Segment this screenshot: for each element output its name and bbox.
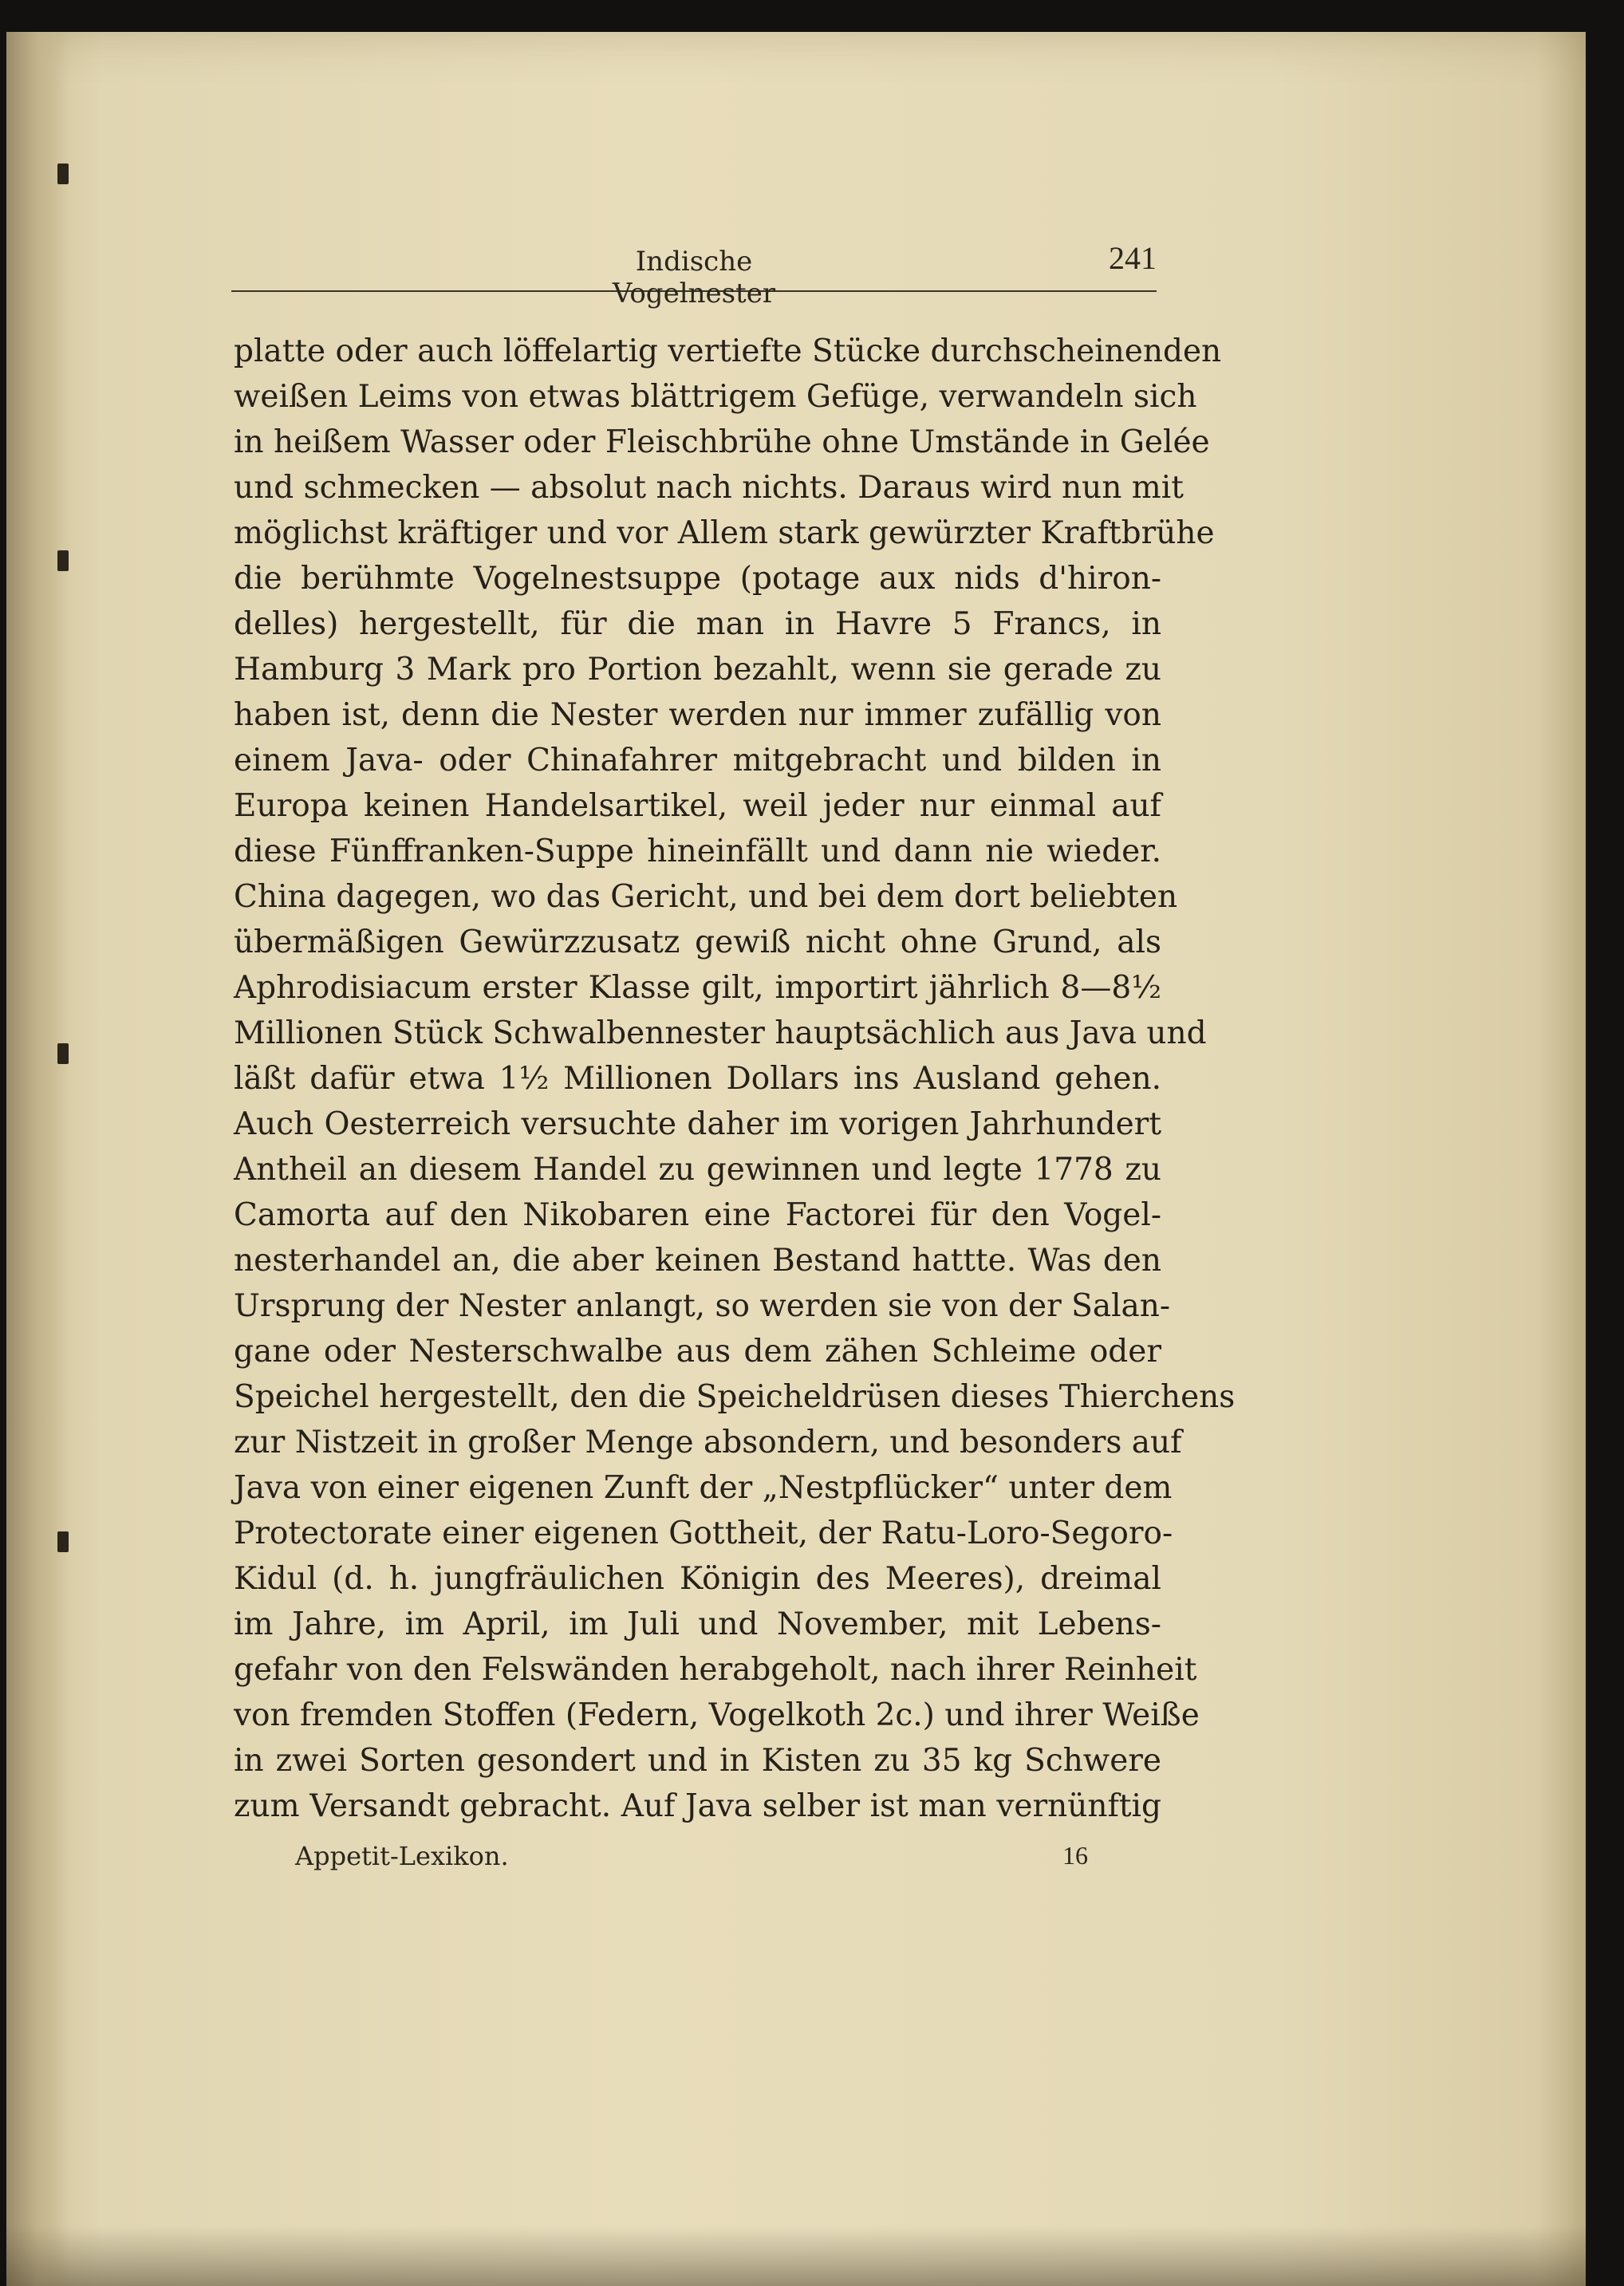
binding-thread-mark [57,1043,69,1064]
running-title: Indische Vogelnester [612,246,776,309]
text-line: Millionen Stück Schwalbennester hauptsächlich aus Java und [234,1015,1207,1051]
text-line: Camorta auf den Nikobaren eine Factorei für den Vogel- [234,1197,1161,1233]
text-line: zum Versandt gebracht. Auf Java selber ist man vernünftig [234,1788,1161,1824]
text-line: von fremden Stoffen (Federn, Vogelkoth 2c.) und ihrer Weiße [234,1697,1200,1733]
text-line: in zwei Sorten gesondert und in Kisten zu 35 kg Schwere [234,1743,1161,1779]
text-line: Protectorate einer eigenen Gottheit, der Ratu-Loro-Segoro- [234,1515,1173,1551]
text-line: Europa keinen Handelsartikel, weil jeder nur einmal auf [234,788,1161,824]
binding-edge [6,32,70,2286]
text-line: einem Java- oder Chinafahrer mitgebracht und bilden in [234,743,1161,778]
text-line: haben ist, denn die Nester werden nur immer zufällig von [234,697,1161,733]
binding-thread-mark [57,1531,69,1552]
text-line: gane oder Nesterschwalbe aus dem zähen Schleime oder [234,1334,1161,1370]
body-text [234,329,1236,1844]
text-line: weißen Leims von etwas blättrigem Gefüge, verwandeln sich [234,379,1197,415]
text-line: zur Nistzeit in großer Menge absondern, und besonders auf [234,1425,1182,1460]
text-line: Hamburg 3 Mark pro Portion bezahlt, wenn sie gerade zu [234,652,1161,688]
page-number: 241 [1109,240,1157,276]
text-line: Java von einer eigenen Zunft der „Nestpflücker“ unter dem [234,1470,1173,1506]
page-bottom-shadow [6,2225,1586,2286]
text-line: läßt dafür etwa 1½ Millionen Dollars ins Ausland gehen. [234,1061,1161,1097]
text-line: übermäßigen Gewürzzusatz gewiß nicht ohne Grund, als [234,924,1161,960]
text-line: Kidul (d. h. jungfräulichen Königin des Meeres), dreimal [234,1561,1161,1597]
binding-thread-mark [57,550,69,571]
signature-number: 16 [1062,1841,1088,1870]
text-line: nesterhandel an, die aber keinen Bestand hattte. Was den [234,1243,1161,1279]
text-line: in heißem Wasser oder Fleischbrühe ohne Umstände in Gelée [234,424,1210,460]
text-line: diese Fünffranken-Suppe hineinfällt und dann nie wieder. [234,834,1161,869]
text-line: delles) hergestellt, für die man in Havre 5 Francs, in [234,606,1161,642]
text-line: die berühmte Vogelnestsuppe (potage aux nids d'hiron- [234,561,1161,597]
text-line: Aphrodisiacum erster Klasse gilt, importirt jährlich 8—8½ [234,970,1161,1006]
text-line: Antheil an diesem Handel zu gewinnen und legte 1778 zu [234,1152,1161,1188]
text-line: platte oder auch löffelartig vertiefte Stücke durchscheinenden [234,333,1222,369]
signature-line [239,1841,1088,1881]
text-line: Speichel hergestellt, den die Speicheldrüsen dieses Thierchens [234,1379,1236,1415]
text-line: möglichst kräftiger und vor Allem stark gewürzter Kraftbrühe [234,515,1215,551]
signature-label: Appetit-Lexikon. [295,1841,509,1871]
binding-thread-mark [57,164,69,184]
text-line: Auch Oesterreich versuchte daher im vorigen Jahrhundert [234,1106,1161,1142]
text-line: im Jahre, im April, im Juli und November, mit Lebens- [234,1606,1161,1642]
text-line: gefahr von den Felswänden herabgeholt, nach ihrer Reinheit [234,1652,1197,1688]
text-line: Ursprung der Nester anlangt, so werden sie von der Salan- [234,1288,1171,1324]
running-head [231,239,1157,309]
text-line: und schmecken — absolut nach nichts. Daraus wird nun mit [234,470,1184,506]
text-line: China dagegen, wo das Gericht, und bei dem dort beliebten [234,879,1178,915]
